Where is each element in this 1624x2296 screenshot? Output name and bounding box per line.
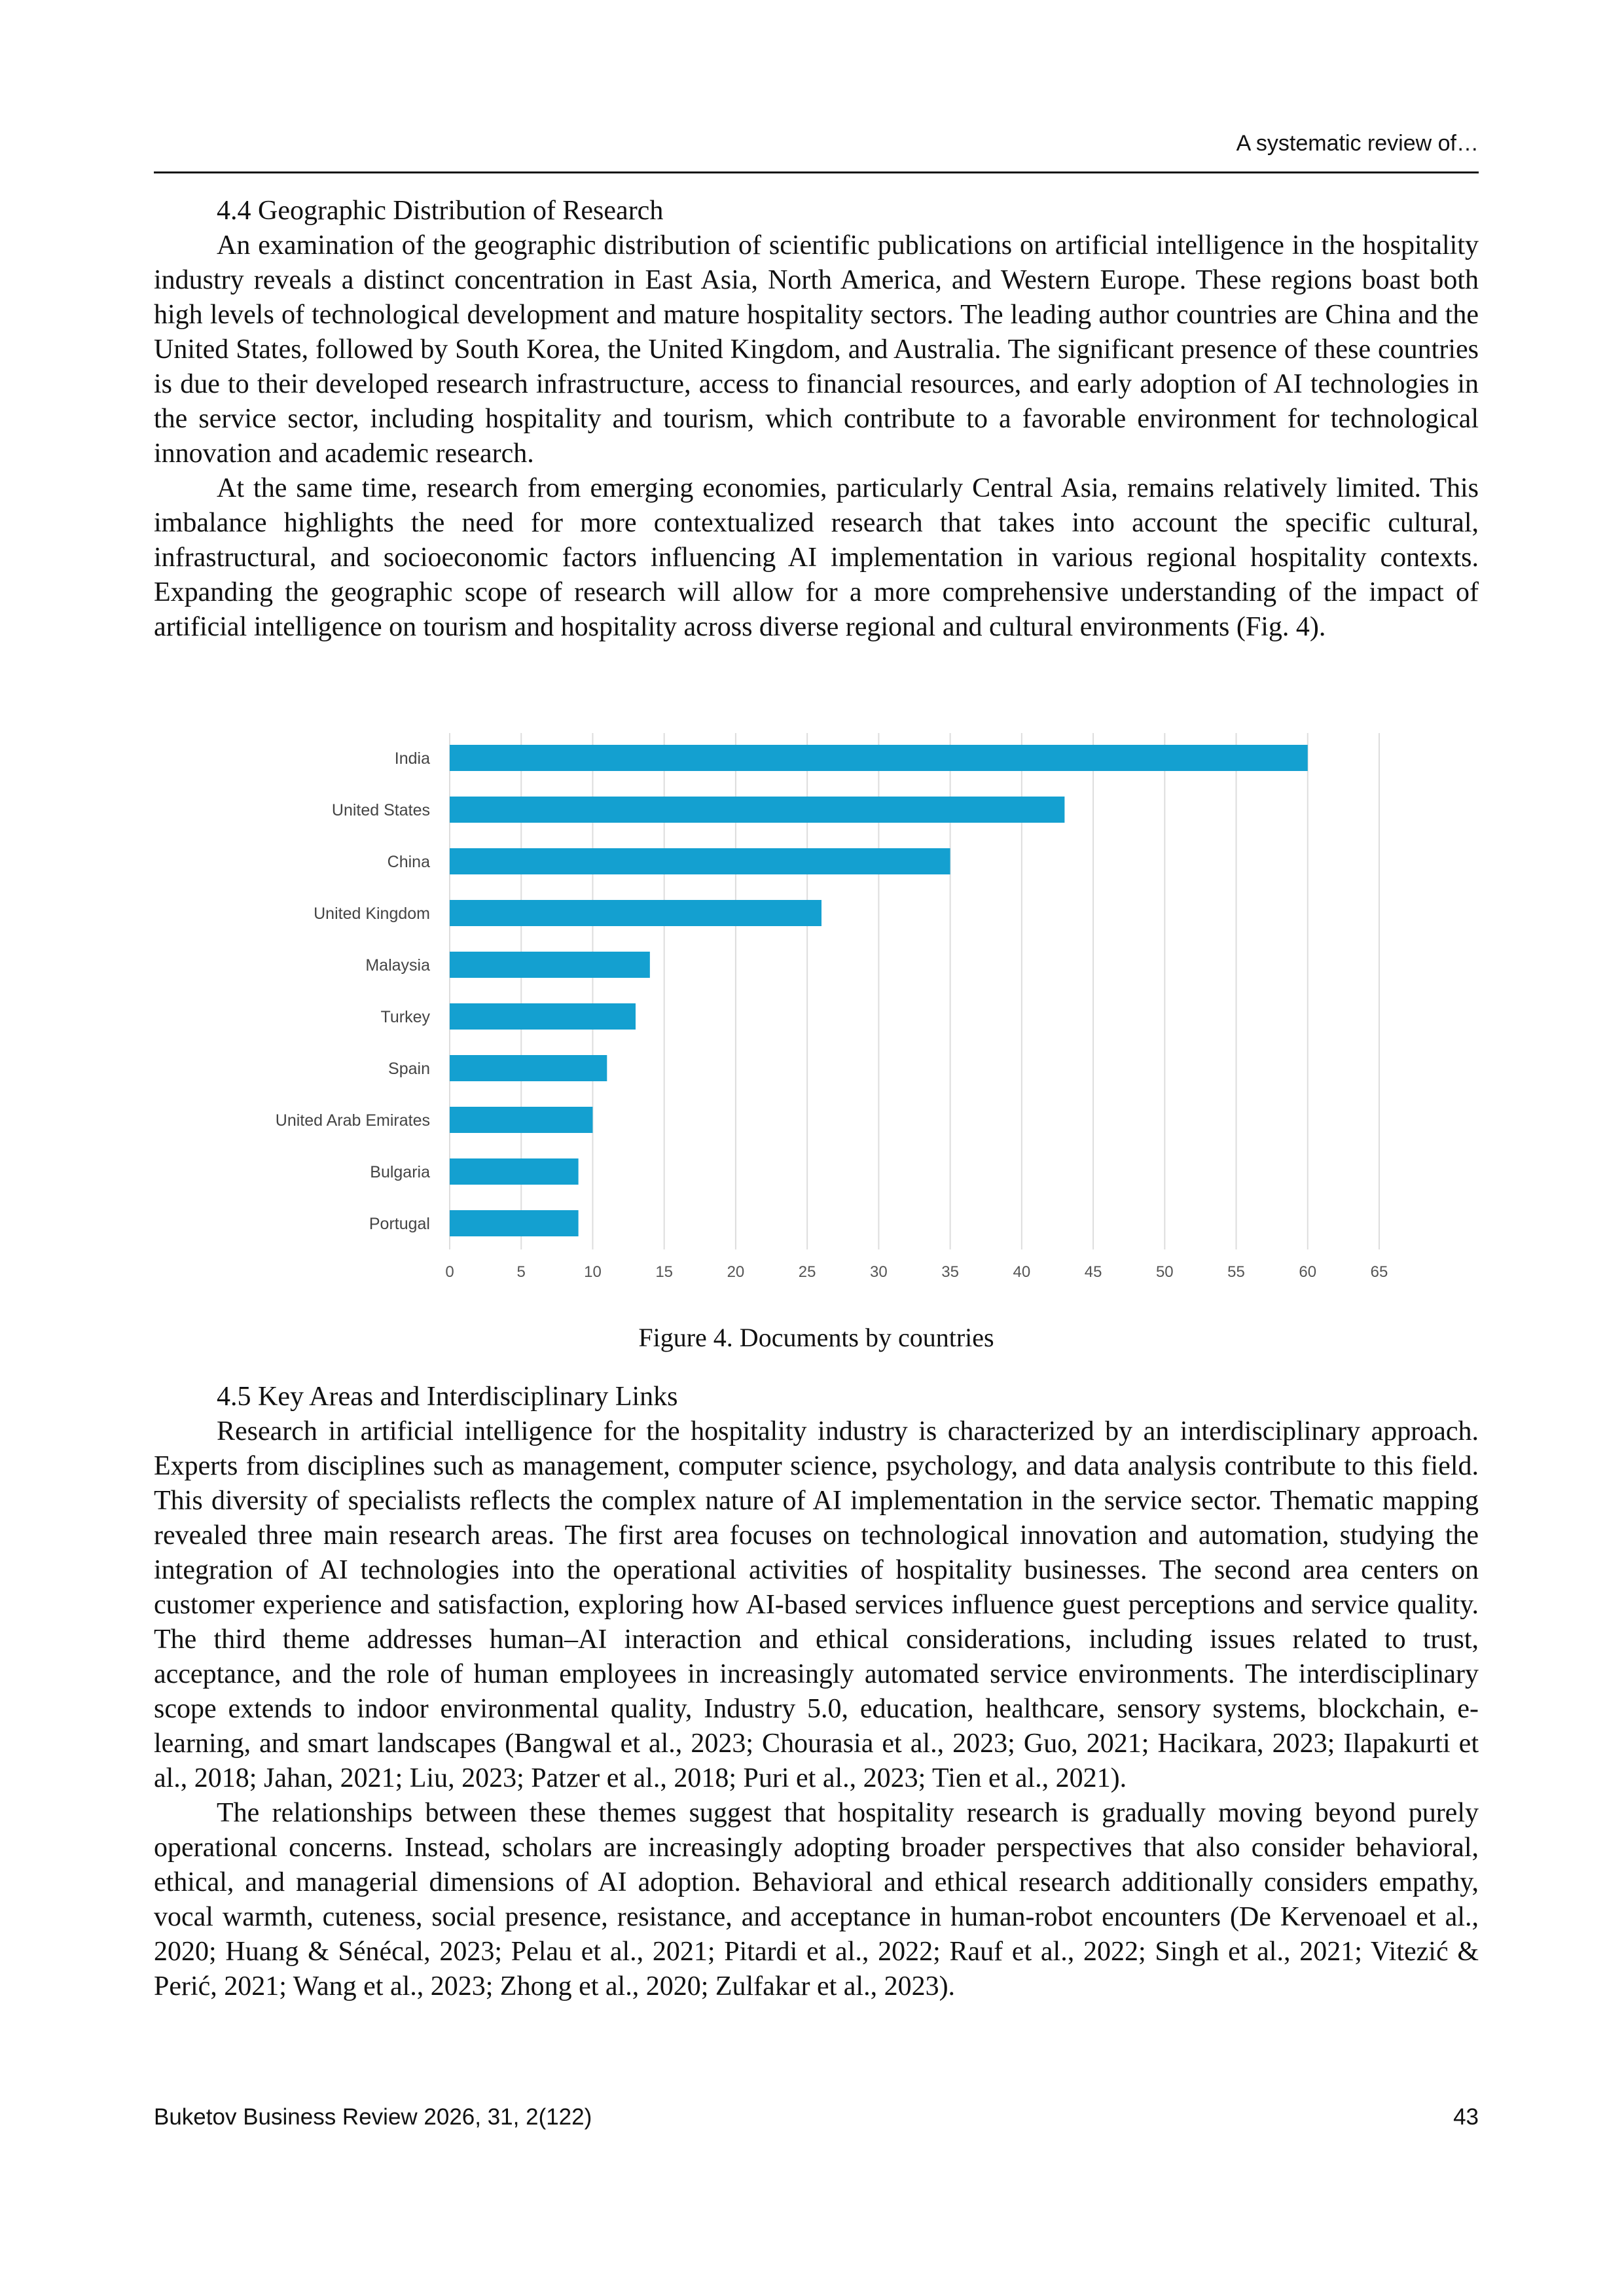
figure-4 xyxy=(249,720,1401,1296)
bar xyxy=(450,1158,579,1185)
bar xyxy=(450,1055,607,1081)
category-label: Portugal xyxy=(369,1215,430,1233)
page-number: 43 xyxy=(1453,2104,1479,2130)
body-paragraph: Research in artificial intelligence for the hospitality industry is characterized by an interdisciplinary approach. Experts from disciplines such as management, computer science, psychology, and data analysis contribute to this field. This diversity of specialists reflects the complex nature of AI implementation in the service sector. Thematic mapping revealed three main research areas. The first area focuses on technological innovation and automation, studying the integration of AI technologies into the operational activities of hospitality businesses. The second area centers on customer experience and satisfaction, exploring how AI-based services influence guest perceptions and service quality. The third theme addresses human–AI interaction and ethical considerations, including issues related to trust, acceptance, and the role of human employees in increasingly automated service environments. The interdisciplinary scope extends to indoor environmental quality, Industry 5.0, education, healthcare, sensory systems, blockchain, e-learning, and smart landscapes (Bangwal et al., 2023; Chourasia et al., 2023; Guo, 2021; Hacikara, 2023; Ilapakurti et al., 2018; Jahan, 2021; Liu, 2023; Patzer et al., 2018; Puri et al., 2023; Tien et al., 2021). xyxy=(154,1416,1479,1793)
x-tick-label: 40 xyxy=(1013,1263,1031,1281)
bar-chart xyxy=(249,720,1401,1296)
figure-caption: Figure 4. Documents by countries xyxy=(638,1323,994,1352)
x-tick-label: 35 xyxy=(941,1263,959,1281)
x-tick-label: 25 xyxy=(798,1263,816,1281)
section-4-4 xyxy=(154,194,1479,645)
section-4-5 xyxy=(154,1380,1479,2004)
x-tick-label: 0 xyxy=(445,1263,454,1281)
bar xyxy=(450,745,1308,771)
x-tick-label: 60 xyxy=(1299,1263,1317,1281)
category-label: United Arab Emirates xyxy=(275,1111,430,1130)
body-paragraph: An examination of the geographic distribution of scientific publications on artificial intelligence in the hospitality industry reveals a distinct concentration in East Asia, North America, and Western Europe. These regions boast both high levels of technological development and mature hospitality sectors. The leading author countries are China and the United States, followed by South Korea, the United Kingdom, and Australia. The significant presence of these countries is due to their developed research infrastructure, access to financial resources, and early adoption of AI technologies in the service sector, including hospitality and tourism, which contribute to a favorable environment for technological innovation and academic research. xyxy=(154,230,1479,469)
section-heading: 4.5 Key Areas and Interdisciplinary Links xyxy=(217,1382,678,1412)
category-label: Malaysia xyxy=(365,956,430,975)
category-label: India xyxy=(394,749,430,768)
bar xyxy=(450,1210,579,1236)
x-tick-label: 15 xyxy=(655,1263,674,1281)
section-heading: 4.4 Geographic Distribution of Research xyxy=(217,196,664,226)
header-rule xyxy=(154,171,1479,173)
category-label: United Kingdom xyxy=(314,905,430,923)
bar xyxy=(450,900,821,926)
page-footer xyxy=(154,2104,1479,2130)
category-label: Turkey xyxy=(380,1008,430,1026)
journal-citation: Buketov Business Review 2026, 31, 2(122) xyxy=(154,2104,592,2130)
x-tick-label: 45 xyxy=(1084,1263,1102,1281)
x-tick-label: 5 xyxy=(516,1263,526,1281)
body-paragraph: The relationships between these themes suggest that hospitality research is gradually moving beyond purely operational concerns. Instead, scholars are increasingly adopting broader perspectives that also consider behavioral, ethical, and managerial dimensions of AI adoption. Behavioral and ethical research additionally considers empathy, vocal warmth, cuteness, social presence, resistance, and acceptance in human-robot encounters (De Kervenoael et al., 2020; Huang & Sénécal, 2023; Pelau et al., 2021; Pitardi et al., 2022; Rauf et al., 2022; Singh et al., 2021; Vitezić & Perić, 2021; Wang et al., 2023; Zhong et al., 2020; Zulfakar et al., 2023). xyxy=(154,1798,1479,2001)
x-tick-label: 10 xyxy=(584,1263,602,1281)
body-paragraph: At the same time, research from emerging economies, particularly Central Asia, remains relatively limited. This imbalance highlights the need for more contextualized research that takes into account the specific cultural, infrastructural, and socioeconomic factors influencing AI implementation in various regional hospitality contexts. Expanding the geographic scope of research will allow for a more comprehensive understanding of the impact of artificial intelligence on tourism and hospitality across diverse regional and cultural environments (Fig. 4). xyxy=(154,473,1479,642)
bar xyxy=(450,952,650,978)
x-tick-label: 65 xyxy=(1370,1263,1388,1281)
category-label: China xyxy=(387,853,430,871)
category-label: Bulgaria xyxy=(370,1163,430,1181)
x-tick-label: 30 xyxy=(870,1263,888,1281)
running-head: A systematic review of… xyxy=(1236,131,1479,156)
x-tick-label: 50 xyxy=(1155,1263,1174,1281)
bar xyxy=(450,848,950,874)
bar xyxy=(450,1107,592,1133)
bar xyxy=(450,1003,636,1030)
category-label: Spain xyxy=(388,1060,430,1078)
bar xyxy=(450,797,1064,823)
category-label: United States xyxy=(331,801,430,819)
x-tick-label: 55 xyxy=(1227,1263,1245,1281)
x-tick-label: 20 xyxy=(727,1263,745,1281)
